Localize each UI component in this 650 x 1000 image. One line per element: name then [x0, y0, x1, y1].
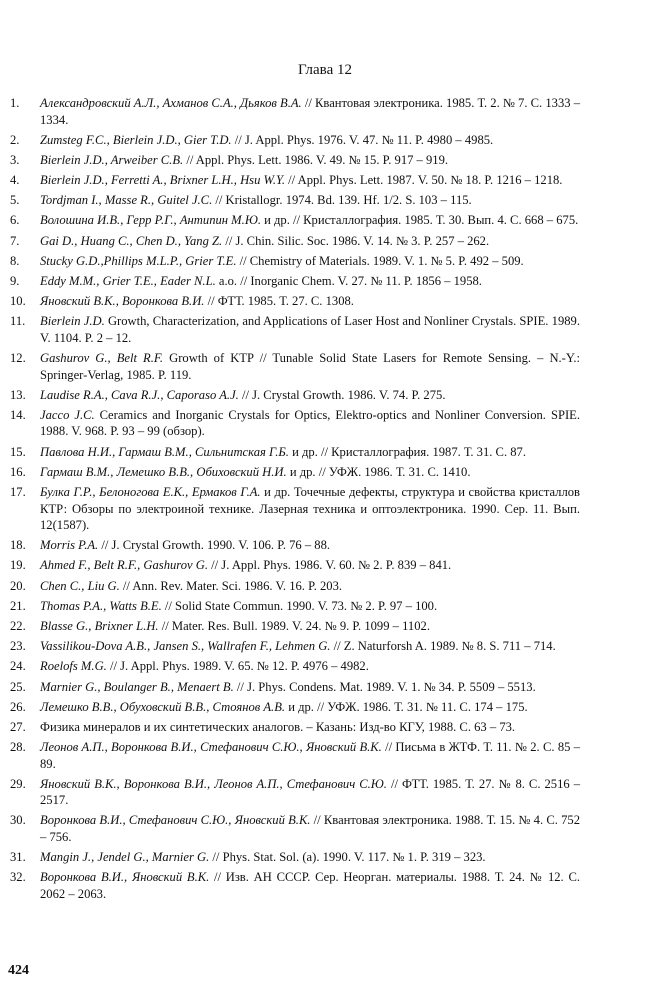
- reference-number: 31.: [10, 850, 26, 865]
- reference-authors: Воронкова В.И., Яновский В.К.: [40, 870, 210, 885]
- reference-number: 1.: [10, 96, 20, 110]
- reference-item: [10, 293, 580, 310]
- reference-details: // Квантовая электроника. 1985. Т. 2. № 7. С. 1333 – 1334.: [40, 96, 580, 127]
- reference-item: [10, 464, 580, 481]
- reference-item: [10, 812, 580, 845]
- reference-number: 16.: [10, 464, 26, 479]
- reference-number: 15.: [10, 444, 26, 459]
- reference-item: [10, 253, 580, 270]
- reference-authors: Леонов А.П., Воронкова В.И., Стефанович С.Ю., Яновский В.К.: [40, 740, 382, 755]
- reference-authors: Александровский А.Л., Ахманов С.А., Дьяков В.А.: [40, 96, 302, 110]
- reference-number: 21.: [10, 598, 26, 613]
- reference-details: // Mater. Res. Bull. 1989. V. 24. № 9. P. 1099 – 1102.: [158, 618, 430, 633]
- reference-item: [10, 484, 580, 534]
- reference-authors: Tordjman I., Masse R., Guitel J.C.: [40, 193, 213, 208]
- reference-number: 32.: [10, 870, 26, 885]
- reference-item: [10, 869, 580, 902]
- reference-details: a.o. // Inorganic Chem. V. 27. № 11. P. 1856 – 1958.: [215, 274, 482, 288]
- reference-details: // Solid State Commun. 1990. V. 73. № 2. P. 97 – 100.: [161, 598, 438, 613]
- reference-authors: Roelofs M.G.: [40, 659, 107, 674]
- reference-item: [10, 578, 580, 595]
- reference-authors: Ahmed F., Belt R.F., Gashurov G.: [40, 558, 209, 573]
- reference-authors: Thomas P.A., Watts B.E.: [40, 598, 162, 613]
- reference-details: // Appl. Phys. Lett. 1987. V. 50. № 18. P. 1216 – 1218.: [285, 173, 563, 188]
- reference-item: [10, 212, 580, 229]
- reference-number: 18.: [10, 538, 26, 553]
- reference-number: 2.: [10, 132, 20, 147]
- reference-item: [10, 537, 580, 554]
- reference-number: 5.: [10, 193, 20, 208]
- reference-number: 17.: [10, 485, 26, 499]
- reference-authors: Mangin J., Jendel G., Marnier G.: [40, 850, 210, 865]
- reference-authors: Gai D., Huang C., Chen D., Yang Z.: [40, 233, 223, 248]
- reference-number: 9.: [10, 274, 20, 288]
- reference-details: // J. Appl. Phys. 1989. V. 65. № 12. P. 4976 – 4982.: [106, 659, 369, 674]
- reference-list: [10, 95, 580, 906]
- reference-number: 27.: [10, 719, 26, 734]
- reference-number: 23.: [10, 639, 26, 654]
- reference-number: 24.: [10, 659, 26, 674]
- reference-item: [10, 350, 580, 383]
- reference-number: 28.: [10, 740, 26, 755]
- reference-details: Ceramics and Inorganic Crystals for Optics, Elektro-optics and Nonliner Conversion. SPIE. 1988. V. 968. P. 93 – 99 (обзор).: [40, 407, 580, 439]
- reference-number: 29.: [10, 776, 26, 791]
- reference-item: [10, 699, 580, 716]
- reference-item: [10, 313, 580, 346]
- reference-number: 11.: [10, 314, 26, 329]
- reference-details: // Appl. Phys. Lett. 1986. V. 49. № 15. P. 917 – 919.: [183, 152, 449, 167]
- reference-authors: Булка Г.Р., Белоногова Е.К., Ермаков Г.А.: [40, 485, 261, 499]
- reference-number: 3.: [10, 152, 20, 167]
- reference-item: [10, 95, 580, 128]
- reference-authors: Zumsteg F.C., Bierlein J.D., Gier T.D.: [40, 132, 232, 147]
- reference-authors: Павлова Н.И., Гармаш В.М., Сильнитская Г.Б.: [40, 444, 289, 459]
- reference-number: 13.: [10, 387, 26, 402]
- reference-authors: Morris P.A.: [40, 538, 99, 553]
- reference-details: // J. Crystal Growth. 1990. V. 106. P. 76 – 88.: [98, 538, 331, 553]
- reference-item: [10, 658, 580, 675]
- reference-details: // Z. Naturforsh A. 1989. № 8. S. 711 – 714.: [330, 639, 556, 654]
- reference-details: // Kristallogr. 1974. Bd. 139. Hf. 1/2. S. 103 – 115.: [212, 193, 472, 208]
- reference-details: и др. // УФЖ. 1986. Т. 31. № 11. С. 174 – 175.: [285, 699, 528, 714]
- reference-item: [10, 273, 580, 290]
- reference-authors: Blasse G., Brixner L.H.: [40, 618, 159, 633]
- reference-item: [10, 776, 580, 809]
- chapter-title: Глава 12: [298, 62, 352, 78]
- reference-details: и др. // УФЖ. 1986. Т. 31. С. 1410.: [286, 464, 471, 479]
- reference-item: [10, 849, 580, 866]
- reference-item: [10, 638, 580, 655]
- reference-details: // ФТТ. 1985. Т. 27. № 8. С. 2516 – 2517.: [40, 776, 580, 808]
- reference-number: 30.: [10, 813, 26, 828]
- reference-number: 22.: [10, 618, 26, 633]
- reference-details: Физика минералов и их синтетических аналогов. – Казань: Изд-во КГУ, 1988. С. 63 – 73.: [40, 719, 516, 734]
- reference-item: [10, 172, 580, 189]
- reference-details: // J. Chin. Silic. Soc. 1986. V. 14. № 3. P. 257 – 262.: [222, 233, 490, 248]
- reference-item: [10, 739, 580, 772]
- reference-number: 8.: [10, 253, 20, 268]
- reference-item: [10, 618, 580, 635]
- reference-authors: Jacco J.C.: [40, 407, 95, 422]
- reference-details: // J. Appl. Phys. 1976. V. 47. № 11. P. 4980 – 4985.: [231, 132, 494, 147]
- reference-authors: Marnier G., Boulanger B., Menaert B.: [40, 679, 234, 694]
- reference-authors: Vassilikou-Dova A.B., Jansen S., Wallrafen F., Lehmen G.: [40, 639, 331, 654]
- reference-number: 26.: [10, 699, 26, 714]
- reference-item: [10, 132, 580, 149]
- reference-authors: Gashurov G., Belt R.F.: [40, 351, 164, 366]
- reference-authors: Лемешко В.В., Обуховский В.В., Стоянов А.В.: [40, 699, 286, 714]
- reference-authors: Eddy M.M., Grier T.E., Eader N.L.: [40, 274, 216, 288]
- reference-item: [10, 557, 580, 574]
- reference-details: // ФТТ. 1985. Т. 27. С. 1308.: [204, 294, 354, 309]
- reference-item: [10, 387, 580, 404]
- reference-authors: Гармаш В.М., Лемешко В.В., Обиховский Н.И.: [40, 464, 287, 479]
- reference-item: [10, 233, 580, 250]
- reference-item: [10, 444, 580, 461]
- reference-details: Growth of KTP // Tunable Solid State Lasers for Remote Sensing. – N.-Y.: Springer-Verlag, 1985. P. 119.: [40, 351, 580, 382]
- reference-number: 12.: [10, 351, 26, 366]
- reference-details: // J. Crystal Growth. 1986. V. 74. P. 275.: [238, 387, 446, 402]
- reference-details: // Изв. АН СССР. Сер. Неорган. материалы. 1988. Т. 24. № 12. С. 2062 – 2063.: [40, 870, 580, 901]
- reference-details: и др. Точечные дефекты, структура и свойства кристаллов КТР: Обзоры по электроиной технике. Лазерная техника и оптоэлектроника. 1990. Сер. 11. Вып. 12(1587).: [40, 485, 580, 532]
- reference-authors: Laudise R.A., Cava R.J., Caporaso A.J.: [40, 387, 239, 402]
- reference-details: // J. Phys. Condens. Mat. 1989. V. 1. № 34. P. 5509 – 5513.: [233, 679, 536, 694]
- reference-details: и др. // Кристаллография. 1985. Т. 30. Вып. 4. С. 668 – 675.: [260, 213, 579, 228]
- reference-authors: Волошина И.В., Герр Р.Г., Антипин М.Ю.: [40, 213, 261, 228]
- reference-item: [10, 407, 580, 440]
- reference-number: 10.: [10, 294, 26, 309]
- reference-number: 14.: [10, 407, 26, 422]
- reference-item: [10, 192, 580, 209]
- reference-item: [10, 598, 580, 615]
- reference-details: // Квантовая электроника. 1988. Т. 15. № 4. С. 752 – 756.: [40, 813, 580, 844]
- page-number: 424: [8, 963, 29, 978]
- reference-details: // Phys. Stat. Sol. (a). 1990. V. 117. № 1. P. 319 – 323.: [209, 850, 486, 865]
- reference-authors: Bierlein J.D.: [40, 314, 105, 329]
- reference-number: 19.: [10, 558, 26, 573]
- reference-item: [10, 152, 580, 169]
- reference-authors: Воронкова В.И., Стефанович С.Ю., Яновский В.К.: [40, 813, 311, 828]
- reference-authors: Яновский В.К., Воронкова В.И.: [40, 294, 205, 309]
- reference-item: [10, 679, 580, 696]
- reference-details: // Chemistry of Materials. 1989. V. 1. № 5. P. 492 – 509.: [236, 253, 524, 268]
- reference-number: 7.: [10, 233, 20, 248]
- reference-authors: Яновский В.К., Воронкова В.И., Леонов А.П., Стефанович С.Ю.: [40, 776, 387, 791]
- reference-details: Growth, Characterization, and Applications of Laser Host and Nonliner Crystals. SPIE. 1989. V. 1104. P. 2 – 12.: [40, 314, 580, 345]
- reference-details: и др. // Кристаллография. 1987. Т. 31. С. 87.: [288, 444, 526, 459]
- reference-number: 6.: [10, 213, 20, 228]
- reference-number: 20.: [10, 578, 26, 593]
- reference-authors: Stucky G.D.,Phillips M.L.P., Grier T.E.: [40, 253, 237, 268]
- reference-details: // Письма в ЖТФ. Т. 11. № 2. С. 85 – 89.: [40, 740, 580, 771]
- reference-item: [10, 719, 580, 736]
- reference-authors: Chen C., Liu G.: [40, 578, 120, 593]
- reference-number: 4.: [10, 173, 20, 188]
- reference-authors: Bierlein J.D., Arweiber C.B.: [40, 152, 184, 167]
- reference-details: // J. Appl. Phys. 1986. V. 60. № 2. P. 839 – 841.: [208, 558, 452, 573]
- reference-number: 25.: [10, 679, 26, 694]
- reference-authors: Bierlein J.D., Ferretti A., Brixner L.H., Hsu W.Y.: [40, 173, 285, 188]
- reference-details: // Ann. Rev. Mater. Sci. 1986. V. 16. P. 203.: [119, 578, 343, 593]
